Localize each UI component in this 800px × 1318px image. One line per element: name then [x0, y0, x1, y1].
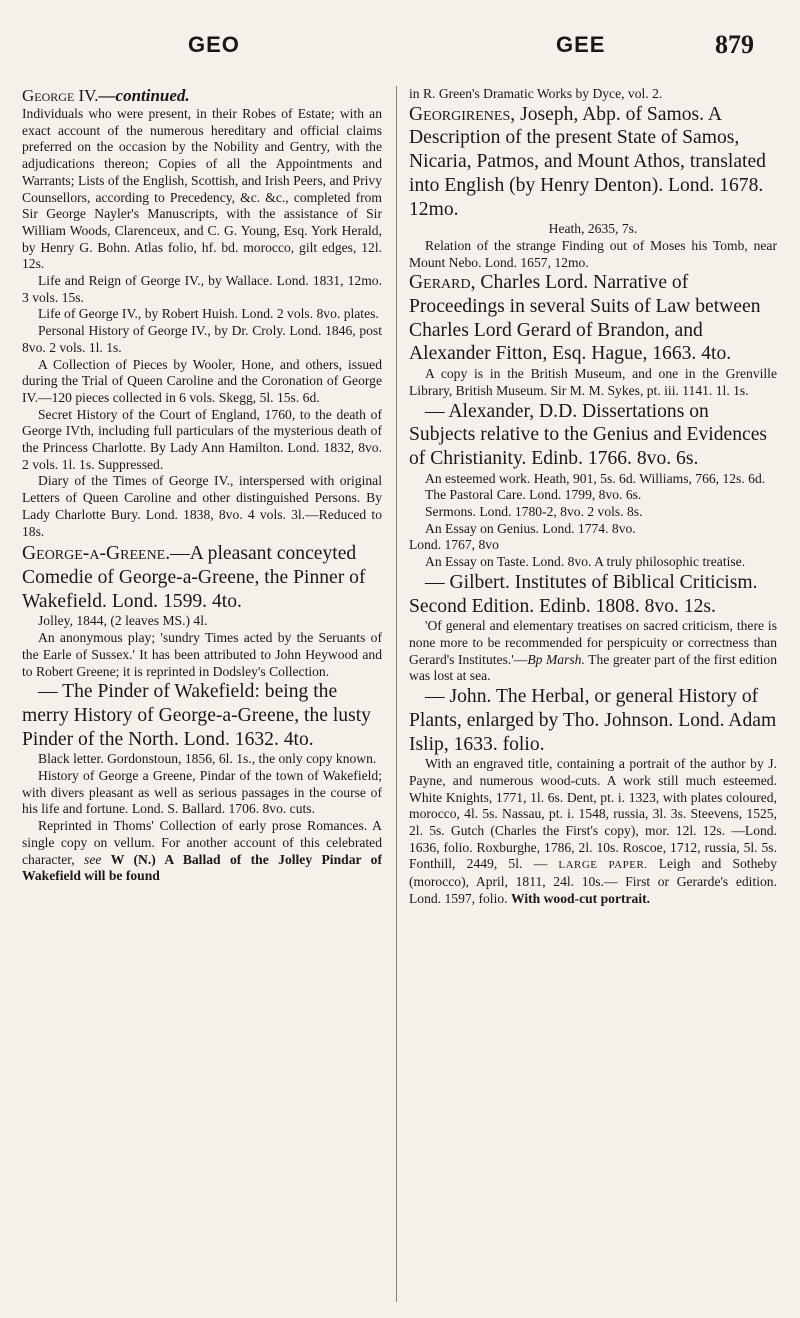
header-right-word: GEE: [556, 32, 606, 57]
column-divider: [396, 86, 397, 1302]
george-iv-intro: Individuals who were present, in their Robes of Estate; with an exact account of the numerous hereditary and official claims preferred on the occasion by the Nobility and Gentry, with the adjudications thereon; Copies of all the Appointments and Warrants; Lists of the English, Scottish, and Irish Peers, and Privy Counsellors, according to Precedency, &c. &c., completed from Sir George Nayler's Manuscripts, with the assistance of Sir William Woods, Clarenceux, and C. G. Young, Esq. York Herald, by Henry G. Bohn. Atlas folio, hf. bd. morocco, gilt edges, 12l. 12s.: [22, 106, 382, 272]
gerard-copy-note: A copy is in the British Museum, and one in the Grenville Library, British Museum. Sir M. M. Sykes, pt. iii. 1141. 1l. 1s.: [409, 366, 777, 398]
alexander-sermons: Sermons. Lond. 1780-2, 8vo. 2 vols. 8s.: [425, 504, 643, 520]
alexander-pastoral: The Pastoral Care. Lond. 1799, 8vo. 6s.: [425, 487, 642, 503]
entry-heading-george-iv: George IV.—continued.: [22, 86, 190, 105]
left-column: [22, 86, 382, 1308]
alexander-essay-taste: An Essay on Taste. Lond. 8vo. A truly philosophic treatise.: [425, 554, 746, 570]
georgirenes-price: Heath, 2635, 7s.: [548, 221, 638, 237]
gilbert-quote: 'Of general and elementary treatises on sacred criticism, there is none more to be recommended for perspicuity or correctness than Gerard's Institutes.'—Bp Marsh. The greater part of the first edition was lost at sea.: [409, 618, 777, 684]
pinder-reprinted: Reprinted in Thoms' Collection of early prose Romances. A single copy on vellum. For another account of this celebrated character, see W (N.) A Ballad of the Jolley Pindar of Wakefield will be found: [22, 818, 382, 884]
alexander-essay-genius: An Essay on Genius. Lond. 1774. 8vo.: [425, 520, 636, 536]
george-iv-life-huish: Life of George IV., by Robert Huish. Lond. 2 vols. 8vo. plates.: [38, 306, 379, 322]
john-herbal-note: With an engraved title, containing a portrait of the author by J. Payne, and numerous wood-cuts. A work still much esteemed. White Knights, 1771, 1l. 6s. Dent, pt. i. 1323, with plates coloured, morocco, 4l. 5s. Nassau, pt. i. 1548, russia, 3l. 3s. Steevens, 1525, 2l. 5s. Gutch (Charles the First's copy), mor. 12l. 12s. —Lond. 1636, folio. Roxburghe, 1786, 2l. 10s. Roscoe, 1712, russia, 5l. 5s. Fonthill, 2449, 5l. — LARGE PAPER. Leigh and Sotheby (morocco), April, 1811, 24l. 10s.— First or Gerarde's edition. Lond. 1597, folio. With wood-cut portrait.: [409, 756, 777, 906]
george-iv-personal-history: Personal History of George IV., by Dr. Croly. Lond. 1846, post 8vo. 2 vols. 1l. 1s.: [22, 323, 382, 355]
alexander-essay-genius-year: Lond. 1767, 8vo: [409, 537, 499, 553]
pinder-history-note: History of George a Greene, Pindar of the town of Wakefield; with divers pleasant as well as serious passages in the course of his life and fortune. Lond. S. Ballard. 1706. 8vo. cuts.: [22, 768, 382, 817]
alexander-note: An esteemed work. Heath, 901, 5s. 6d. Williams, 766, 12s. 6d.: [425, 470, 766, 486]
george-iv-collection: A Collection of Pieces by Wooler, Hone, and others, issued during the Trial of Queen Caroline and the Coronation of George IV.—120 pieces collected in 6 vols. Skegg, 5l. 15s. 6d.: [22, 356, 382, 405]
george-a-greene-jolley: Jolley, 1844, (2 leaves MS.) 4l.: [38, 613, 208, 629]
entry-george-a-greene: George-a-Greene.—A pleasant conceyted Comedie of George-a-Greene, the Pinner of Wakefield. Lond. 1599. 4to.: [22, 543, 366, 612]
entry-gerard-gilbert: — Gilbert. Institutes of Biblical Criticism. Second Edition. Edinb. 1808. 8vo. 12s.: [409, 571, 758, 617]
george-iv-life-wallace: Life and Reign of George IV., by Wallace. Lond. 1831, 12mo. 3 vols. 15s.: [22, 273, 382, 305]
george-iv-secret-history: Secret History of the Court of England, 1760, to the death of George IVth, including full particulars of the mysterious death of the Princess Charlotte. By Lady Ann Hamilton. Lond. 1832, 8vo. 2 vols. 1l. 1s. Suppressed.: [22, 406, 382, 472]
entry-georgirenes: Georgirenes, Joseph, Abp. of Samos. A Description of the present State of Samos, Nicaria, Patmos, and Mount Athos, translated into English (by Henry Denton). Lond. 1678. 12mo.: [409, 103, 766, 220]
george-iv-diary: Diary of the Times of George IV., interspersed with original Letters of Queen Caroline and other distinguished Persons. By Lady Charlotte Bury. Lond. 1838, 8vo. 4 vols. 3l.—Reduced to 18s.: [22, 473, 382, 539]
header-left-word: GEO: [188, 32, 240, 57]
pinder-black-letter: Black letter. Gordonstoun, 1856, 6l. 1s., the only copy known.: [38, 751, 377, 767]
entry-gerard-charles: Gerard, Charles Lord. Narrative of Proceedings in several Suits of Law between Charles Lord Gerard of Brandon, and Alexander Fitton, Esq. Hague, 1663. 4to.: [409, 272, 761, 365]
green-dramatic-works-line: in R. Green's Dramatic Works by Dyce, vol. 2.: [409, 86, 663, 101]
entry-gerard-alexander: — Alexander, D.D. Dissertations on Subjects relative to the Genius and Evidences of Christianity. Edinb. 1766. 8vo. 6s.: [409, 400, 768, 469]
george-a-greene-note: An anonymous play; 'sundry Times acted by the Seruants of the Earle of Sussex.' It has been attributed to John Heywood and to Robert Greene; it is reprinted in Dodsley's Collection.: [22, 630, 382, 679]
running-header: [0, 30, 800, 74]
georgirenes-relation: Relation of the strange Finding out of Moses his Tomb, near Mount Nebo. Lond. 1657, 12mo.: [409, 237, 777, 270]
entry-gerard-john: — John. The Herbal, or general History of Plants, enlarged by Tho. Johnson. Lond. Adam Islip, 1633. folio.: [409, 686, 777, 755]
right-column: [409, 86, 777, 1308]
page-number: 879: [715, 30, 754, 59]
entry-pinder-of-wakefield: — The Pinder of Wakefield: being the merry History of George-a-Greene, the lusty Pinder of the North. Lond. 1632. 4to.: [22, 681, 371, 750]
